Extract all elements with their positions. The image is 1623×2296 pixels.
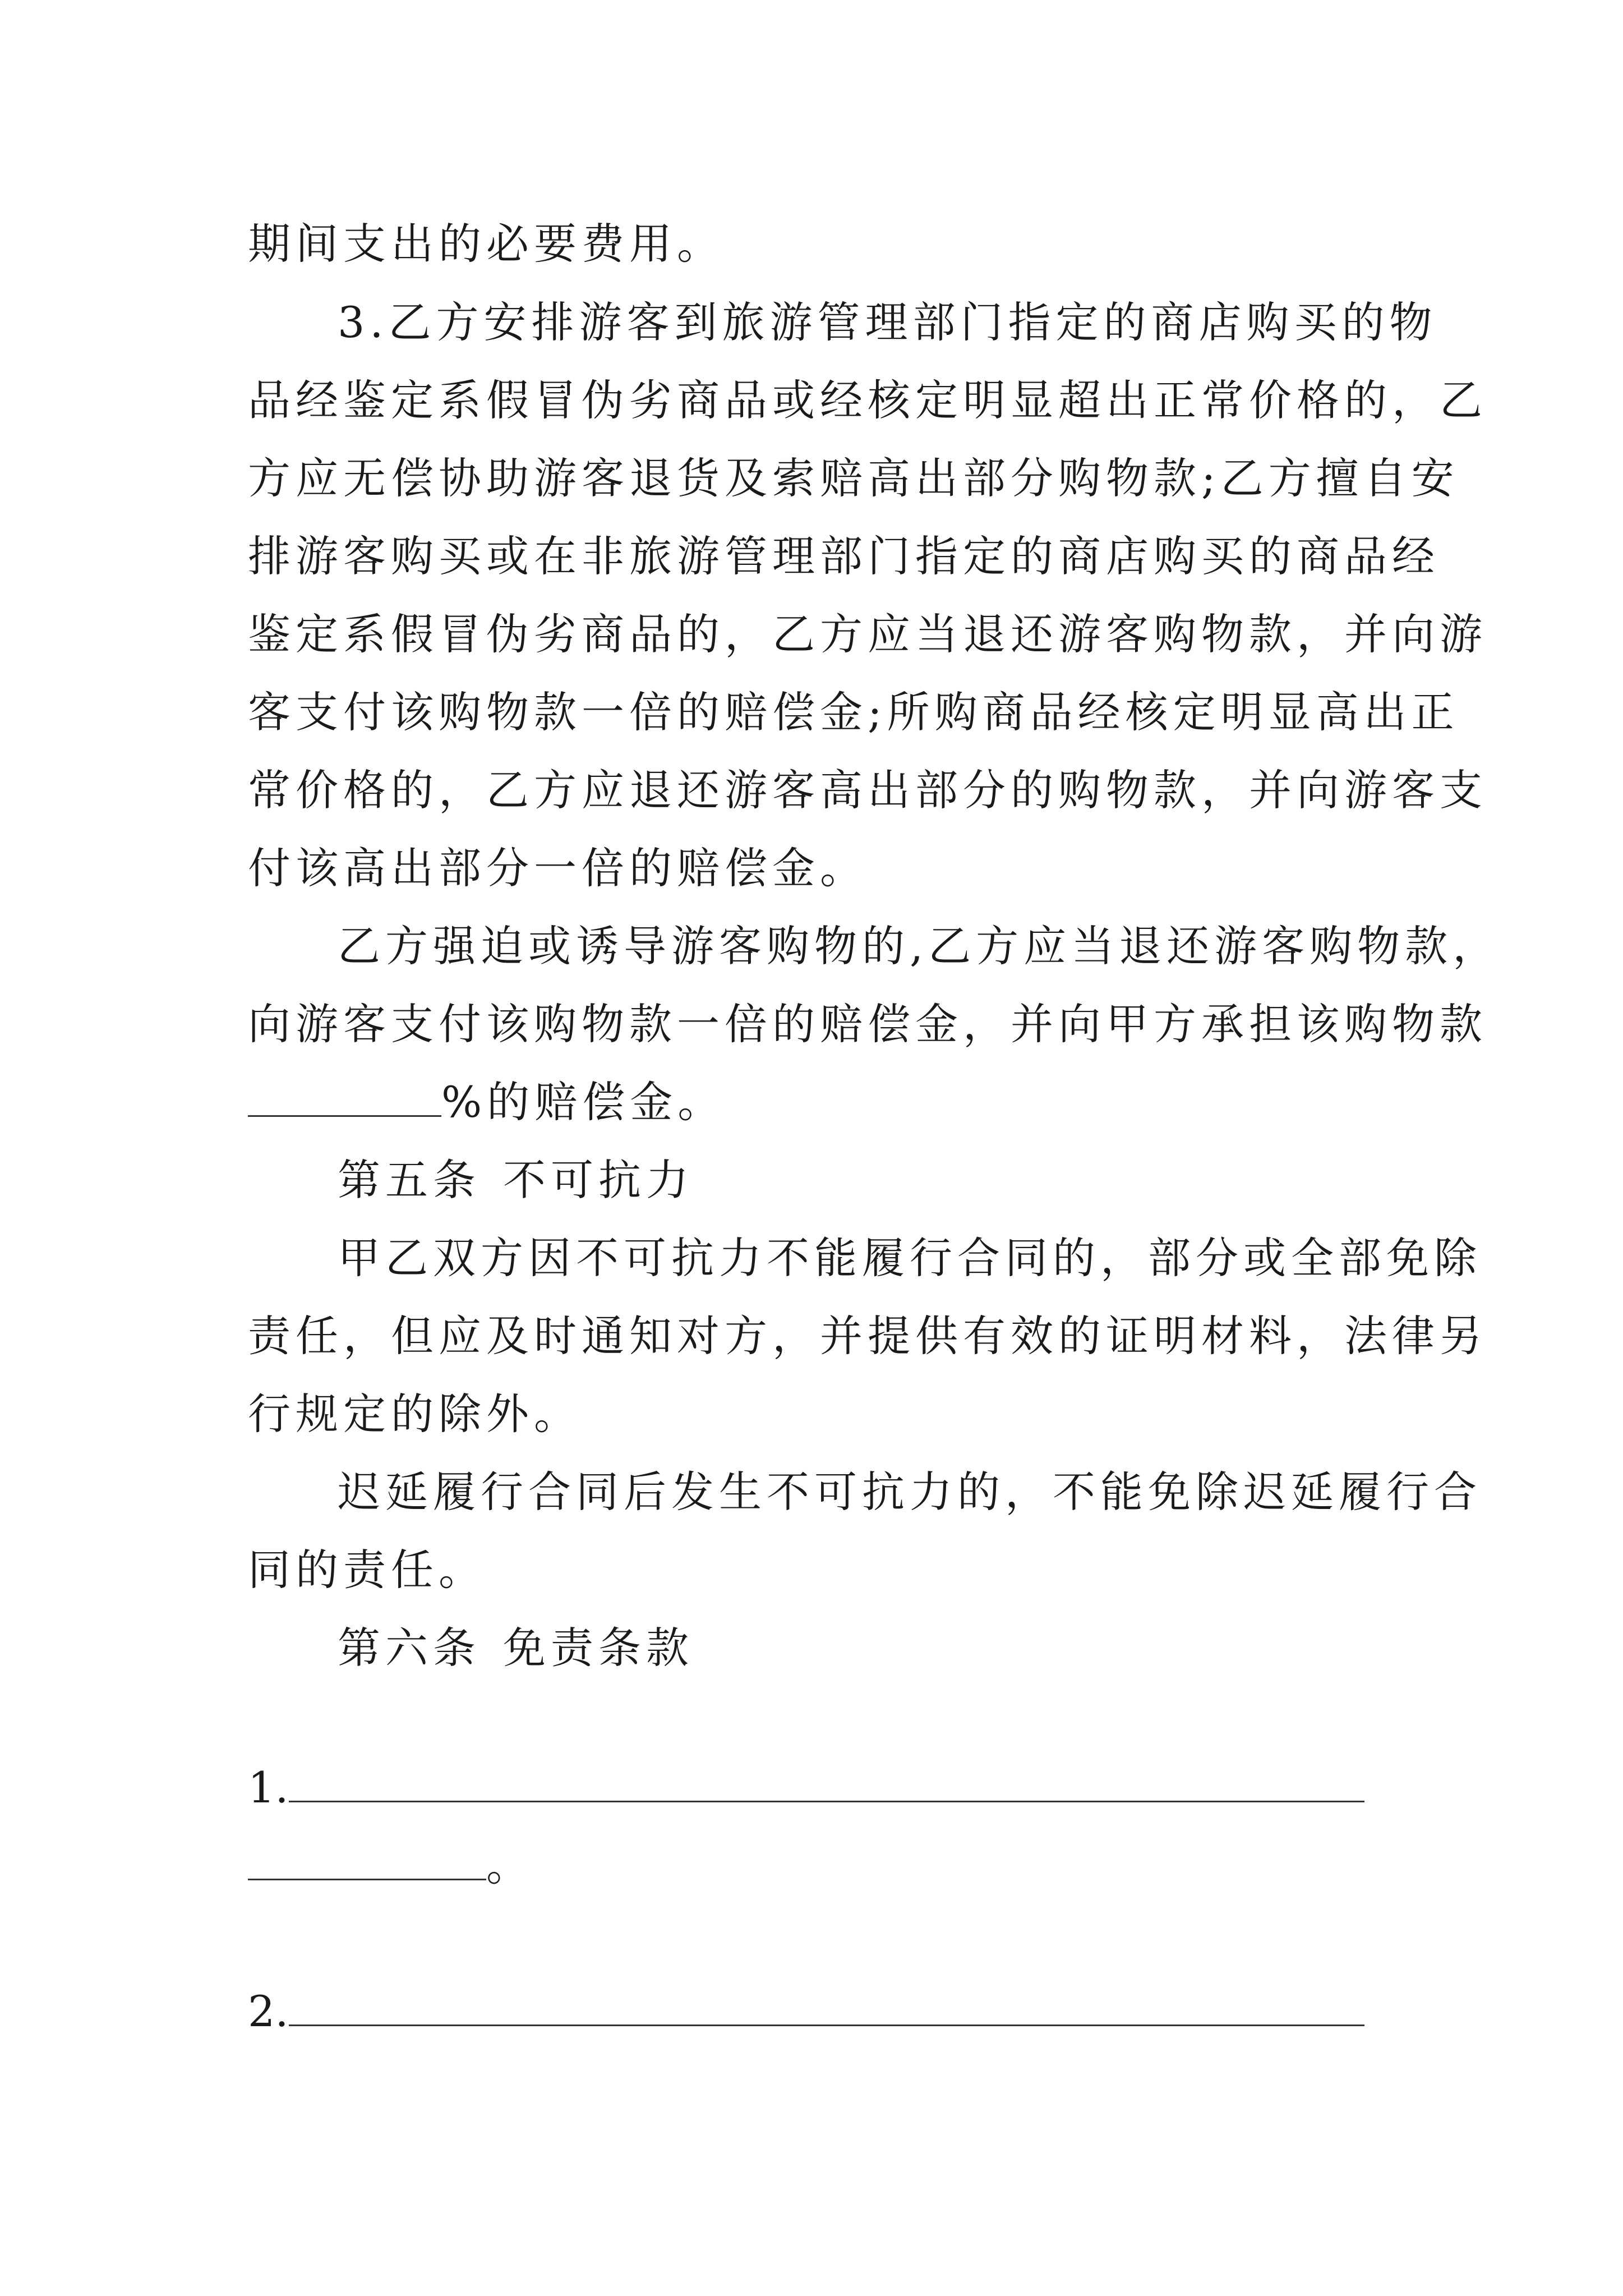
item-1-end: 。 xyxy=(486,1841,534,1890)
item-2-number: 2. xyxy=(248,1986,289,2036)
percent-suffix: %的赔偿金。 xyxy=(441,1077,726,1127)
clause-3-line: 3.乙方安排游客到旅游管理部门指定的商店购买的物 xyxy=(338,297,1437,347)
paragraph-line: 品经鉴定系假冒伪劣商品或经核定明显超出正常价格的，乙 xyxy=(248,375,1487,425)
article-6-number: 第六条 xyxy=(338,1623,481,1673)
article-5-heading xyxy=(338,1152,694,1208)
paragraph-line: 甲乙双方因不可抗力不能履行合同的，部分或全部免除 xyxy=(338,1233,1482,1283)
paragraph-line: 行规定的除外。 xyxy=(248,1389,582,1439)
paragraph-line: 付该高出部分一倍的赔偿金。 xyxy=(248,843,868,893)
paragraph-line: 期间支出的必要费用。 xyxy=(248,219,725,269)
item-1-line xyxy=(248,1760,1364,1816)
paragraph-line: 同的责任。 xyxy=(248,1545,486,1595)
paragraph-line: 向游客支付该购物款一倍的赔偿金，并向甲方承担该购物款 xyxy=(248,999,1487,1049)
item-2-blank[interactable] xyxy=(289,1990,1364,2026)
paragraph-line: 客支付该购物款一倍的赔偿金;所购商品经核定明显高出正 xyxy=(248,687,1459,737)
percent-line xyxy=(248,1074,725,1130)
paragraph-line: 责任，但应及时通知对方，并提供有效的证明材料，法律另 xyxy=(248,1311,1487,1361)
article-5-number: 第五条 xyxy=(338,1155,481,1205)
item-1-blank[interactable] xyxy=(289,1766,1364,1802)
item-1-number: 1. xyxy=(248,1763,289,1812)
article-6-heading xyxy=(338,1620,694,1676)
paragraph-line: 鉴定系假冒伪劣商品的，乙方应当退还游客购物款，并向游 xyxy=(248,609,1487,659)
paragraph-line: 迟延履行合同后发生不可抗力的，不能免除迟延履行合 xyxy=(338,1467,1482,1517)
paragraph-line: 排游客购买或在非旅游管理部门指定的商店购买的商品经 xyxy=(248,531,1440,581)
item-1-continuation xyxy=(248,1838,534,1894)
article-5-title: 不可抗力 xyxy=(503,1155,694,1205)
paragraph-line: 常价格的，乙方应退还游客高出部分的购物款，并向游客支 xyxy=(248,765,1487,815)
article-6-title: 免责条款 xyxy=(503,1623,694,1673)
item-2-line xyxy=(248,1984,1364,2040)
paragraph-line: 方应无偿协助游客退货及索赔高出部分购物款;乙方擅自安 xyxy=(248,453,1459,503)
percent-blank[interactable] xyxy=(248,1080,441,1117)
item-1-blank-continuation[interactable] xyxy=(248,1844,486,1880)
paragraph-line: 乙方强迫或诱导游客购物的,乙方应当退还游客购物款， xyxy=(338,921,1501,971)
